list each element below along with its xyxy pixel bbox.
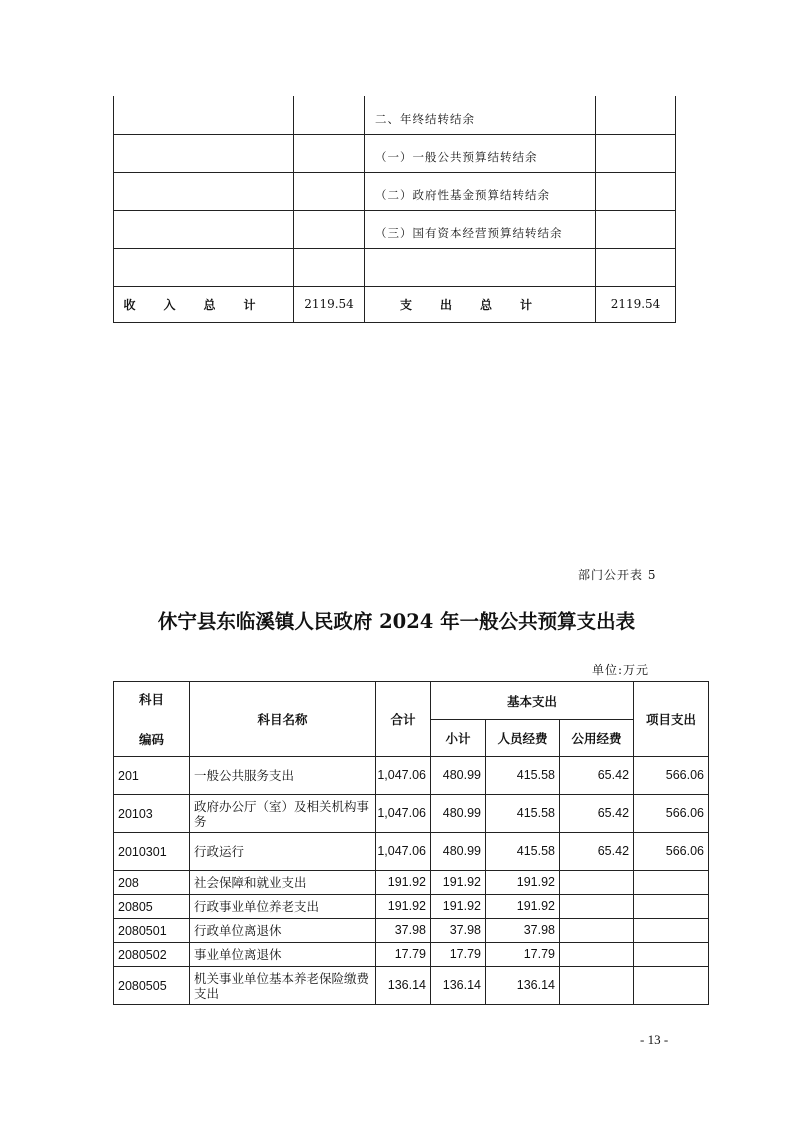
- row-subtotal: 480.99: [431, 795, 486, 833]
- table-row: [114, 967, 709, 1005]
- header-personnel: 人员经费: [486, 720, 560, 757]
- expenditure-table: [113, 681, 709, 1005]
- page-number: - 13 -: [640, 1032, 669, 1047]
- row-code: 20805: [114, 895, 190, 919]
- header-basic: 基本支出: [431, 682, 634, 720]
- row-personnel: 136.14: [486, 967, 560, 1005]
- page-title: 休宁县东临溪镇人民政府 2024 年一般公共预算支出表: [157, 610, 636, 633]
- row-name: 社会保障和就业支出: [190, 871, 376, 895]
- expense-total-value: 2119.54: [596, 286, 676, 322]
- row-label: [365, 248, 596, 286]
- row-name: 行政运行: [190, 833, 376, 871]
- header-code-line2: 编码: [138, 732, 164, 747]
- row-code: 2010301: [114, 833, 190, 871]
- row-subtotal: 37.98: [431, 919, 486, 943]
- header-row: [114, 682, 709, 720]
- row-code: 2080502: [114, 943, 190, 967]
- row-subtotal: 480.99: [431, 757, 486, 795]
- row-public: 65.42: [560, 833, 634, 871]
- table-row: [114, 943, 709, 967]
- income-total-value: 2119.54: [294, 286, 365, 322]
- row-public: [560, 967, 634, 1005]
- row-label: 二、年终结转结余: [365, 96, 596, 134]
- header-code-line1: 科目: [138, 692, 164, 707]
- table-row: [114, 172, 676, 210]
- table-row: [114, 833, 709, 871]
- row-total: 1,047.06: [376, 833, 431, 871]
- row-subtotal: 17.79: [431, 943, 486, 967]
- row-total: 136.14: [376, 967, 431, 1005]
- row-code: 20103: [114, 795, 190, 833]
- row-subtotal: 191.92: [431, 895, 486, 919]
- row-public: [560, 871, 634, 895]
- row-total: 191.92: [376, 895, 431, 919]
- row-public: 65.42: [560, 757, 634, 795]
- row-name: 行政事业单位养老支出: [190, 895, 376, 919]
- row-label: （一）一般公共预算结转结余: [365, 134, 596, 172]
- row-code: 201: [114, 757, 190, 795]
- row-personnel: 191.92: [486, 871, 560, 895]
- row-project: 566.06: [634, 795, 709, 833]
- row-personnel: 415.58: [486, 757, 560, 795]
- row-public: [560, 919, 634, 943]
- income-total-text: 收入总计: [123, 297, 284, 312]
- row-project: [634, 895, 709, 919]
- table-row: [114, 96, 676, 134]
- unit-label: 单位:万元: [592, 663, 650, 677]
- header-code: [114, 682, 190, 757]
- row-label: （二）政府性基金预算结转结余: [365, 172, 596, 210]
- row-total: 37.98: [376, 919, 431, 943]
- row-subtotal: 480.99: [431, 833, 486, 871]
- table-row: [114, 134, 676, 172]
- row-project: [634, 967, 709, 1005]
- header-name: 科目名称: [190, 682, 376, 757]
- row-code: 2080501: [114, 919, 190, 943]
- row-personnel: 415.58: [486, 795, 560, 833]
- row-total: 1,047.06: [376, 795, 431, 833]
- row-public: [560, 895, 634, 919]
- table-row: [114, 895, 709, 919]
- row-subtotal: 191.92: [431, 871, 486, 895]
- department-table-tag: 部门公开表 5: [578, 568, 657, 582]
- row-code: 2080505: [114, 967, 190, 1005]
- row-project: [634, 919, 709, 943]
- row-total: 1,047.06: [376, 757, 431, 795]
- income-total-label: [114, 286, 294, 322]
- row-project: 566.06: [634, 833, 709, 871]
- row-total: 17.79: [376, 943, 431, 967]
- expense-total-label: [365, 286, 596, 322]
- row-name: 行政单位离退休: [190, 919, 376, 943]
- table-row: [114, 210, 676, 248]
- row-public: [560, 943, 634, 967]
- row-project: [634, 871, 709, 895]
- expense-total-text: 支出总计: [399, 297, 560, 312]
- header-subtotal: 小计: [431, 720, 486, 757]
- row-label: （三）国有资本经营预算结转结余: [365, 210, 596, 248]
- row-personnel: 17.79: [486, 943, 560, 967]
- header-public: 公用经费: [560, 720, 634, 757]
- table-row: [114, 795, 709, 833]
- row-personnel: 415.58: [486, 833, 560, 871]
- row-total: 191.92: [376, 871, 431, 895]
- header-project: 项目支出: [634, 682, 709, 757]
- row-name: 机关事业单位基本养老保险缴费支出: [190, 967, 376, 1005]
- row-personnel: 191.92: [486, 895, 560, 919]
- table-row: [114, 919, 709, 943]
- row-project: 566.06: [634, 757, 709, 795]
- row-personnel: 37.98: [486, 919, 560, 943]
- table-row: [114, 871, 709, 895]
- row-name: 事业单位离退休: [190, 943, 376, 967]
- table-row: [114, 248, 676, 286]
- row-public: 65.42: [560, 795, 634, 833]
- row-name: 一般公共服务支出: [190, 757, 376, 795]
- total-row: [114, 286, 676, 322]
- header-total: 合计: [376, 682, 431, 757]
- row-name: 政府办公厅（室）及相关机构事务: [190, 795, 376, 833]
- summary-table: [113, 96, 676, 323]
- row-subtotal: 136.14: [431, 967, 486, 1005]
- table-row: [114, 757, 709, 795]
- row-code: 208: [114, 871, 190, 895]
- row-project: [634, 943, 709, 967]
